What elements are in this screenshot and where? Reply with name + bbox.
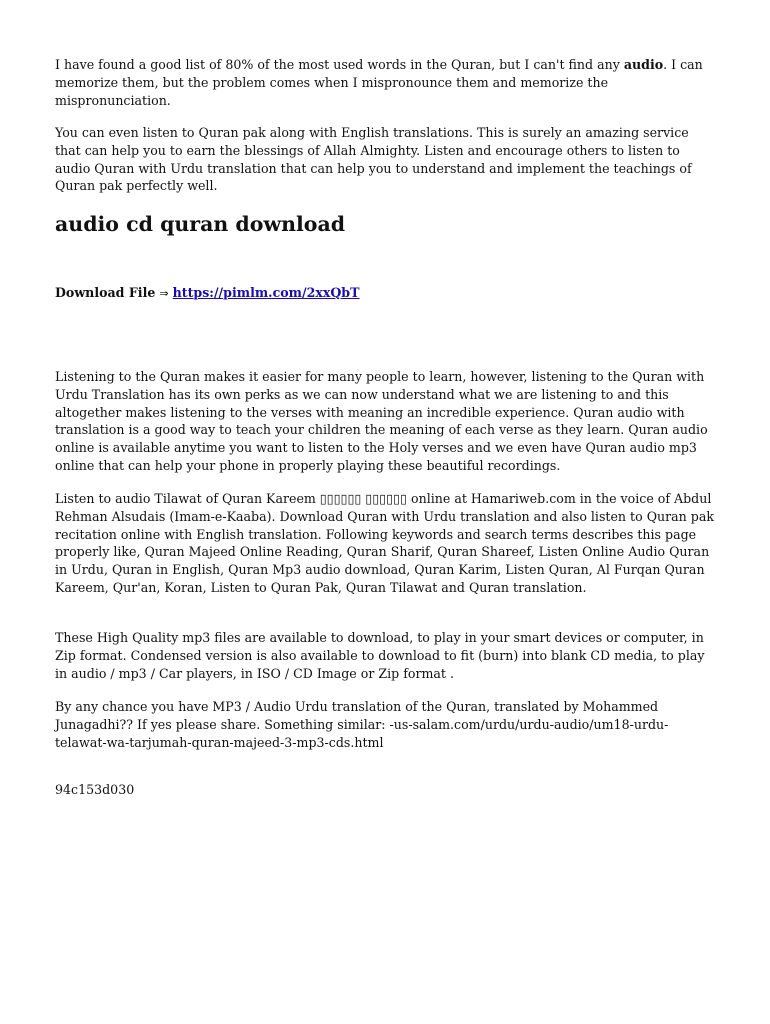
intro-bold-word: audio	[623, 57, 664, 72]
intro-text-end: . I can memorize them, but the problem comes when I mispronounce them and memorize the mispronunciation.	[55, 57, 703, 108]
intro-paragraph	[55, 56, 717, 109]
request-paragraph: By any chance you have MP3 / Audio Urdu translation of the Quran, translated by Mohammed Junagadhi?? If yes please share. Something similar: -us-salam.com/urdu/urdu-audio/um18-urdu-telawat-wa-tarjumah-quran-majeed-3-mp3-cds.html	[55, 699, 669, 750]
hash-code: 94c153d030	[55, 782, 135, 797]
intro-text-start: I have found a good list of 80% of the most used words in the Quran, but I can't find any	[55, 57, 624, 72]
page-heading: audio cd quran download	[55, 212, 346, 236]
download-label: Download File	[55, 285, 156, 300]
download-link[interactable]: https://pimlm.com/2xxQbT	[172, 285, 360, 300]
mp3-files-paragraph: These High Quality mp3 files are available to download, to play in your smart devices or computer, in Zip format. Condensed version is also available to download to fit (burn) into blank CD media, to play in audio / mp3 / Car players, in ISO / CD Image or Zip format .	[55, 630, 705, 681]
tilawat-paragraph: Listen to audio Tilawat of Quran Kareem ▯▯▯▯▯▯ ▯▯▯▯▯▯ online at Hamariweb.com in the voice of Abdul Rehman Alsudais (Imam-e-Kaaba). Download Quran with Urdu translation and also listen to Quran pak recitation online with English translation. Following keywords and search terms describes this page properly like, Quran Majeed Online Reading, Quran Sharif, Quran Shareef, Listen Online Audio Quran in Urdu, Quran in English, Quran Mp3 audio download, Quran Karim, Listen Quran, Al Furqan Quran Kareem, Qur'an, Koran, Listen to Quran Pak, Quran Tilawat and Quran translation.	[55, 491, 714, 595]
listening-paragraph: Listening to the Quran makes it easier for many people to learn, however, listening to the Quran with Urdu Translation has its own perks as we can now understand what we are listening to and this altogether makes listening to the verses with meaning an incredible experience. Quran audio with translation is a good way to teach your children the meaning of each verse as they learn. Quran audio online is available anytime you want to listen to the Holy verses and we even have Quran audio mp3 online that can help your phone in properly playing these beautiful recordings.	[55, 369, 708, 473]
service-paragraph: You can even listen to Quran pak along with English translations. This is surely an amazing service that can help you to earn the blessings of Allah Almighty. Listen and encourage others to listen to audio Quran with Urdu translation that can help you to understand and implement the teachings of Quran pak perfectly well.	[55, 125, 692, 194]
arrow-icon: ⇒	[159, 287, 169, 300]
download-line	[55, 284, 360, 303]
